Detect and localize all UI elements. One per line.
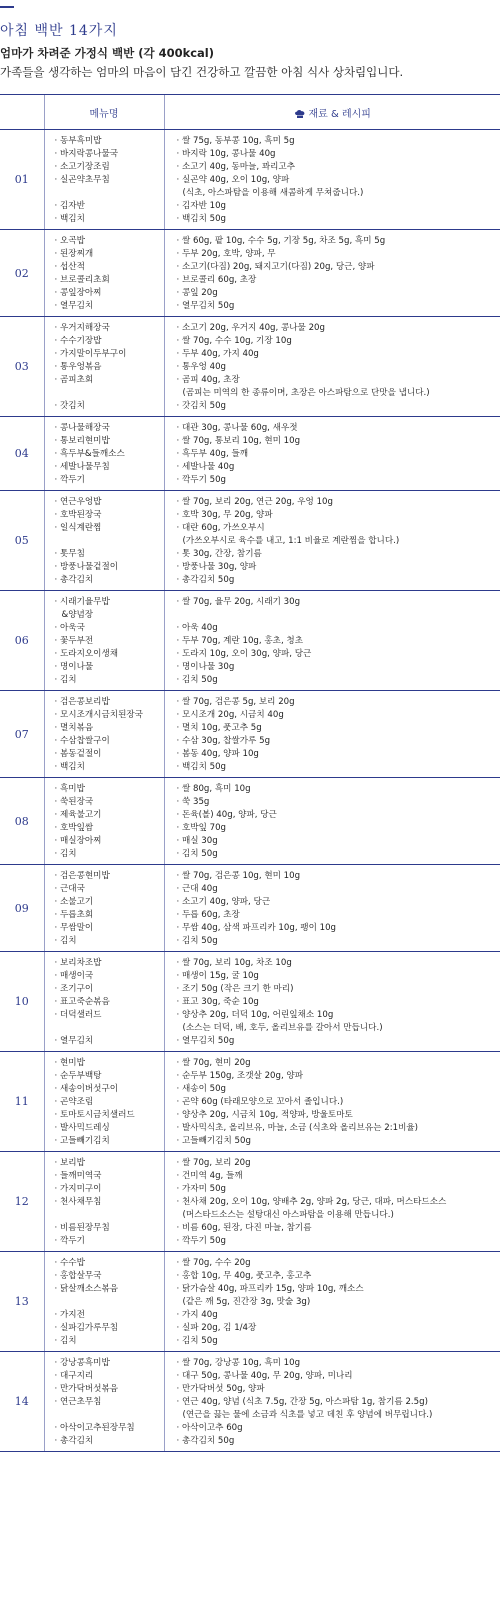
menu-item: · 고들빼기김치 [45,1135,164,1148]
ingredient-line: · 대관 30g, 콩나물 60g, 새우젓 [165,422,500,435]
ingredient-line: · 총각김치 50g [165,574,500,587]
ingredient-line: · 총각김치 50g [165,1435,500,1448]
page-description: 가족들을 생각하는 엄마의 마음이 담긴 건강하고 깔끔한 아침 식사 상차림입니다. [0,65,404,79]
menu-item: · 김치 [45,1335,164,1348]
ingredient-line: · 세발나물 40g [165,461,500,474]
ingredient-line: · 쑥 35g [165,796,500,809]
menu-item: · 토마토시금치샐러드 [45,1109,164,1122]
menu-item: · 브로콜리초회 [45,274,164,287]
ingredient-line: · 갓김치 50g [165,400,500,413]
menu-item: · 쑥된장국 [45,796,164,809]
ingredient-line: · 조기 50g (작은 크기 한 마리) [165,983,500,996]
ingredient-line: · 가자미 50g [165,1183,500,1196]
menu-item: · 수삼찹쌀구이 [45,735,164,748]
top-bar [0,0,500,20]
menu-cell [44,1152,164,1252]
ingredient-line: · 쌀 70g, 검은콩 5g, 보리 20g [165,696,500,709]
ingredient-line: · 두부 40g, 가지 40g [165,348,500,361]
ingredients-cell [164,230,500,317]
day-row [0,865,500,952]
menu-cell [44,591,164,691]
ingredient-line: · 소고기 20g, 우거지 40g, 콩나물 20g [165,322,500,335]
menu-item: · 두릅초회 [45,909,164,922]
menu-item: · 동부흑미밥 [45,135,164,148]
menu-item: · 홍합살무국 [45,1270,164,1283]
menu-item: · 검은콩현미밥 [45,870,164,883]
menu-item: · 무쌈말이 [45,922,164,935]
menu-item: · 곰피초회 [45,374,164,387]
menu-item: · 멸치볶음 [45,722,164,735]
menu-item [45,1409,164,1422]
ingredients-cell [164,865,500,952]
menu-item: · 더덕샐러드 [45,1009,164,1022]
ingredient-line: · 깍두기 50g [165,474,500,487]
ingredient-line: · 무쌈 40g, 삼색 파프리카 10g, 팽이 10g [165,922,500,935]
day-row [0,317,500,417]
ingredient-line: · 호박 30g, 무 20g, 양파 [165,509,500,522]
day-number: 12 [0,1152,44,1252]
menu-item: · 우거지해장국 [45,322,164,335]
ingredient-line: · 홍합 10g, 무 40g, 풋고추, 홍고추 [165,1270,500,1283]
menu-item: · 가지전 [45,1309,164,1322]
day-number: 02 [0,230,44,317]
menu-item: · 강낭콩흑미밥 [45,1357,164,1370]
menu-item: · 콩나물해장국 [45,422,164,435]
ingredient-line: · 비름 60g, 된장, 다진 마늘, 참기름 [165,1222,500,1235]
menu-item: · 곤약조림 [45,1096,164,1109]
menu-item: · 소고기장조림 [45,161,164,174]
ingredient-line: · 방풍나물 30g, 양파 [165,561,500,574]
ingredient-line: · 쌀 60g, 팥 10g, 수수 5g, 기장 5g, 차조 5g, 흑미 5g [165,235,500,248]
ingredient-line: · 양상추 20g, 더덕 10g, 어린잎채소 10g [165,1009,500,1022]
day-number: 03 [0,317,44,417]
menu-item: · 통보리현미밥 [45,435,164,448]
ingredient-line: · 쌀 70g, 통보리 10g, 현미 10g [165,435,500,448]
menu-item: · 제육불고기 [45,809,164,822]
menu-item: · 가지말이두부구이 [45,348,164,361]
menu-item: · 백김치 [45,761,164,774]
ingredient-line: · 쌀 70g, 보리 10g, 차조 10g [165,957,500,970]
day-number: 06 [0,591,44,691]
ingredient-line: · 멸치 10g, 풋고추 5g [165,722,500,735]
menu-item: · 시래기율무밥 [45,596,164,609]
menu-item: · 보리밥 [45,1157,164,1170]
day-row [0,1252,500,1352]
ingredient-line: · 김치 50g [165,935,500,948]
ingredient-line: · 쌀 70g, 보리 20g, 연근 20g, 우엉 10g [165,496,500,509]
menu-item: · 바지락콩나물국 [45,148,164,161]
ingredients-cell [164,1352,500,1452]
ingredient-line: · 쌀 70g, 강낭콩 10g, 흑미 10g [165,1357,500,1370]
menu-item: · 발사믹드레싱 [45,1122,164,1135]
title-accent-line [0,6,14,8]
menu-item: · 아욱국 [45,622,164,635]
menu-item: · 호박된장국 [45,509,164,522]
ingredient-line: · 두부 20g, 호박, 양파, 무 [165,248,500,261]
ingredient-line: · 쌀 70g, 율무 20g, 시래기 30g [165,596,500,609]
menu-item: · 방풍나물겉절이 [45,561,164,574]
ingredient-line: · 통우엉 40g [165,361,500,374]
header-day-cell [0,95,44,130]
ingredient-line: · 쌀 70g, 보리 20g [165,1157,500,1170]
ingredient-line: · 톳 30g, 간장, 참기름 [165,548,500,561]
menu-item: · 실곤약초무침 [45,174,164,187]
menu-item: · 김치 [45,848,164,861]
ingredients-cell [164,491,500,591]
menu-cell [44,317,164,417]
ingredients-cell [164,1252,500,1352]
day-row [0,1052,500,1152]
menu-item: · 보리차조밥 [45,957,164,970]
ingredient-line: (소스는 더덕, 배, 호두, 올리브유를 갈아서 만듭니다.) [182,1023,383,1033]
ingredient-line: · 열무김치 50g [165,1035,500,1048]
ingredient-line: · 백김치 50g [165,213,500,226]
ingredient-line: · 아삭이고추 60g [165,1422,500,1435]
menu-item: · 깍두기 [45,474,164,487]
ingredient-line: · 콩잎 20g [165,287,500,300]
menu-item: · 콩잎장아찌 [45,287,164,300]
day-number: 01 [0,130,44,230]
ingredient-line: · 닭가슴살 40g, 파프리카 15g, 양파 10g, 깨소스 [165,1283,500,1296]
ingredient-line: · 매실 30g [165,835,500,848]
ingredient-line: · 김치 50g [165,1335,500,1348]
header-menu-label: 메뉴명 [89,108,119,120]
menu-item: · 만가닥버섯볶음 [45,1383,164,1396]
menu-cell [44,865,164,952]
ingredient-line: · 천사채 20g, 오이 10g, 양배추 2g, 양파 2g, 당근, 대파, 머스타드소스 [165,1196,500,1209]
menu-table [0,94,500,1452]
ingredient-line: (같은 깨 5g, 진간장 3g, 맛술 3g) [182,1297,311,1307]
menu-item [45,1296,164,1309]
menu-item: · 명이나물 [45,661,164,674]
menu-item: · 섭산적 [45,261,164,274]
menu-item: · 깍두기 [45,1235,164,1248]
menu-cell [44,130,164,230]
ingredient-line [165,609,500,622]
table-header-row [0,95,500,130]
menu-item: · 열무김치 [45,300,164,313]
menu-item [45,1022,164,1035]
menu-item: · 김치 [45,674,164,687]
ingredient-line: · 표고 30g, 죽순 10g [165,996,500,1009]
ingredient-line: · 김치 50g [165,848,500,861]
menu-item: · 세발나물무침 [45,461,164,474]
ingredient-line: · 만가닥버섯 50g, 양파 [165,1383,500,1396]
day-number: 09 [0,865,44,952]
ingredient-line: · 쌀 70g, 검은콩 10g, 현미 10g [165,870,500,883]
ingredient-line: · 백김치 50g [165,761,500,774]
ingredient-line: · 곰피 40g, 초장 [165,374,500,387]
ingredient-line: · 고들빼기김치 50g [165,1135,500,1148]
menu-item: · 모시조개시금치된장국 [45,709,164,722]
menu-item: · 꽃두부전 [45,635,164,648]
menu-item: · 백김치 [45,213,164,226]
menu-item: · 통우엉볶음 [45,361,164,374]
day-number: 08 [0,778,44,865]
day-number: 11 [0,1052,44,1152]
day-row [0,778,500,865]
menu-item: · 가지미구이 [45,1183,164,1196]
menu-item: · 실파김가루무침 [45,1322,164,1335]
day-row [0,691,500,778]
ingredient-line: · 건미역 4g, 들깨 [165,1170,500,1183]
ingredient-line: · 양상추 20g, 시금치 10g, 적양파, 방울토마토 [165,1109,500,1122]
day-number: 05 [0,491,44,591]
ingredient-line: · 쌀 70g, 현미 20g [165,1057,500,1070]
header-ingredients-cell [164,95,500,130]
menu-cell [44,417,164,491]
menu-item: · 오곡밥 [45,235,164,248]
menu-item: · 수수기장밥 [45,335,164,348]
ingredient-line: · 곤약 60g (타래모양으로 꼬아서 졸입니다.) [165,1096,500,1109]
menu-cell [44,952,164,1052]
ingredient-line: · 도라지 10g, 오이 30g, 양파, 당근 [165,648,500,661]
ingredient-line: · 김자반 10g [165,200,500,213]
page-title: 아침 백반 14가지 [0,23,118,39]
menu-item: &양념장 [61,610,94,620]
ingredient-line: · 대란 60g, 가쓰오부시 [165,522,500,535]
day-number: 04 [0,417,44,491]
menu-item: · 비름된장무침 [45,1222,164,1235]
menu-item: · 닭살깨소스볶음 [45,1283,164,1296]
menu-item: · 김치 [45,935,164,948]
day-number: 14 [0,1352,44,1452]
header-menu-cell [44,95,164,130]
day-row [0,591,500,691]
menu-cell [44,778,164,865]
ingredient-line: · 쌀 70g, 수수 20g [165,1257,500,1270]
ingredient-line: · 깍두기 50g [165,1235,500,1248]
day-row [0,1152,500,1252]
menu-item: · 김자반 [45,200,164,213]
ingredient-line: · 쌀 70g, 수수 10g, 기장 10g [165,335,500,348]
menu-item: · 열무김치 [45,1035,164,1048]
ingredient-line: · 명이나물 30g [165,661,500,674]
ingredient-line: · 두부 70g, 계란 10g, 홍초, 청초 [165,635,500,648]
ingredient-line: · 새송이 50g [165,1083,500,1096]
day-row [0,417,500,491]
ingredients-cell [164,952,500,1052]
menu-cell [44,491,164,591]
menu-item [45,1209,164,1222]
day-row [0,230,500,317]
ingredient-line: · 대구 50g, 콩나물 40g, 무 20g, 양파, 미나리 [165,1370,500,1383]
day-row [0,952,500,1052]
menu-item: · 총각김치 [45,574,164,587]
ingredient-line: · 쌀 75g, 동부콩 10g, 흑미 5g [165,135,500,148]
menu-item: · 된장찌개 [45,248,164,261]
ingredient-line: · 모시조개 20g, 시금치 40g [165,709,500,722]
menu-cell [44,230,164,317]
ingredient-line: (곰피는 미역의 한 종류이며, 초장은 아스파탐으로 단맛을 냅니다.) [182,388,430,398]
menu-cell [44,1052,164,1152]
ingredient-line: · 흑두부 40g, 들깨 [165,448,500,461]
ingredient-line: · 실파 20g, 김 1/4장 [165,1322,500,1335]
ingredient-line: · 발사믹식초, 올리브유, 마늘, 소금 (식초와 올리브유는 2:1비율) [165,1122,500,1135]
ingredient-line: · 수삼 30g, 찹쌀가루 5g [165,735,500,748]
menu-item: · 아삭이고추된장무침 [45,1422,164,1435]
menu-cell [44,1252,164,1352]
day-row [0,1352,500,1452]
menu-item: · 소불고기 [45,896,164,909]
ingredient-line: · 소고기 40g, 양파, 당근 [165,896,500,909]
menu-item: · 매실장아찌 [45,835,164,848]
menu-item: · 순두부백탕 [45,1070,164,1083]
ingredients-cell [164,417,500,491]
ingredient-line: (가쓰오부시로 육수를 내고, 1:1 비율로 계란찜을 합니다.) [182,536,400,546]
ingredient-line: · 봄동 40g, 양파 10g [165,748,500,761]
menu-item: · 현미밥 [45,1057,164,1070]
page-subtitle: 엄마가 차려준 가정식 백반 (각 400kcal) [0,46,215,60]
ingredients-cell [164,1052,500,1152]
ingredients-cell [164,130,500,230]
menu-item: · 연근우엉밥 [45,496,164,509]
ingredient-line: · 쌀 80g, 흑미 10g [165,783,500,796]
day-number: 07 [0,691,44,778]
ingredient-line: · 매생이 15g, 굴 10g [165,970,500,983]
menu-item: · 흑두부&들깨소스 [45,448,164,461]
ingredient-line: (연근을 끓는 물에 소금과 식초를 넣고 데친 후 양념에 버무립니다.) [182,1410,433,1420]
ingredient-line: · 아욱 40g [165,622,500,635]
menu-item [45,535,164,548]
menu-item: · 조기구이 [45,983,164,996]
ingredient-line: · 근대 40g [165,883,500,896]
menu-item: · 근대국 [45,883,164,896]
menu-item [45,187,164,200]
ingredient-line: · 호박잎 70g [165,822,500,835]
menu-item: · 연근초무침 [45,1396,164,1409]
ingredients-cell [164,691,500,778]
ingredient-line: · 바지락 10g, 콩나물 40g [165,148,500,161]
ingredient-line: · 열무김치 50g [165,300,500,313]
menu-cell [44,1352,164,1452]
ingredient-line: (머스타드소스는 설탕대신 아스파탐을 이용해 만듭니다.) [182,1210,394,1220]
menu-item: · 흑미밥 [45,783,164,796]
ingredient-line: · 소고기(다짐) 20g, 돼지고기(다짐) 20g, 당근, 양파 [165,261,500,274]
menu-item: · 수수밥 [45,1257,164,1270]
menu-item: · 총각김치 [45,1435,164,1448]
ingredients-cell [164,778,500,865]
ingredients-cell [164,1152,500,1252]
ingredient-line: (식초, 아스파탐을 이용해 새콤하게 무쳐줍니다.) [182,188,364,198]
menu-item [45,387,164,400]
menu-item: · 들깨미역국 [45,1170,164,1183]
ingredient-line: · 브로콜리 60g, 초장 [165,274,500,287]
day-row [0,491,500,591]
day-number: 13 [0,1252,44,1352]
ingredient-line: · 김치 50g [165,674,500,687]
ingredient-line: · 연근 40g, 양념 (식초 7.5g, 간장 5g, 아스파탐 1g, 참기름 2.5g) [165,1396,500,1409]
ingredient-line: · 가지 40g [165,1309,500,1322]
ingredients-cell [164,317,500,417]
header-ingredients-label: 재료 & 레시피 [308,108,371,120]
menu-item: · 검은콩보리밥 [45,696,164,709]
ingredient-line: · 두릅 60g, 초장 [165,909,500,922]
day-number: 10 [0,952,44,1052]
ingredient-line: · 소고기 40g, 동마늘, 꽈리고추 [165,161,500,174]
ingredient-line: · 실곤약 40g, 오이 10g, 양파 [165,174,500,187]
menu-item: · 새송이버섯구이 [45,1083,164,1096]
menu-item: · 매생이국 [45,970,164,983]
menu-item: · 호박잎쌈 [45,822,164,835]
menu-cell [44,691,164,778]
chef-hat-icon [294,109,306,119]
menu-item: · 도라지오이생채 [45,648,164,661]
ingredient-line: · 돈육(볼) 40g, 양파, 당근 [165,809,500,822]
menu-item: · 일식계란찜 [45,522,164,535]
menu-item: · 천사채무침 [45,1196,164,1209]
menu-item: · 톳무침 [45,548,164,561]
ingredient-line: · 순두부 150g, 조갯살 20g, 양파 [165,1070,500,1083]
menu-item: · 표고죽순볶음 [45,996,164,1009]
menu-item: · 갓김치 [45,400,164,413]
menu-item: · 대구지리 [45,1370,164,1383]
day-row [0,130,500,230]
menu-item: · 봄동겉절이 [45,748,164,761]
ingredients-cell [164,591,500,691]
